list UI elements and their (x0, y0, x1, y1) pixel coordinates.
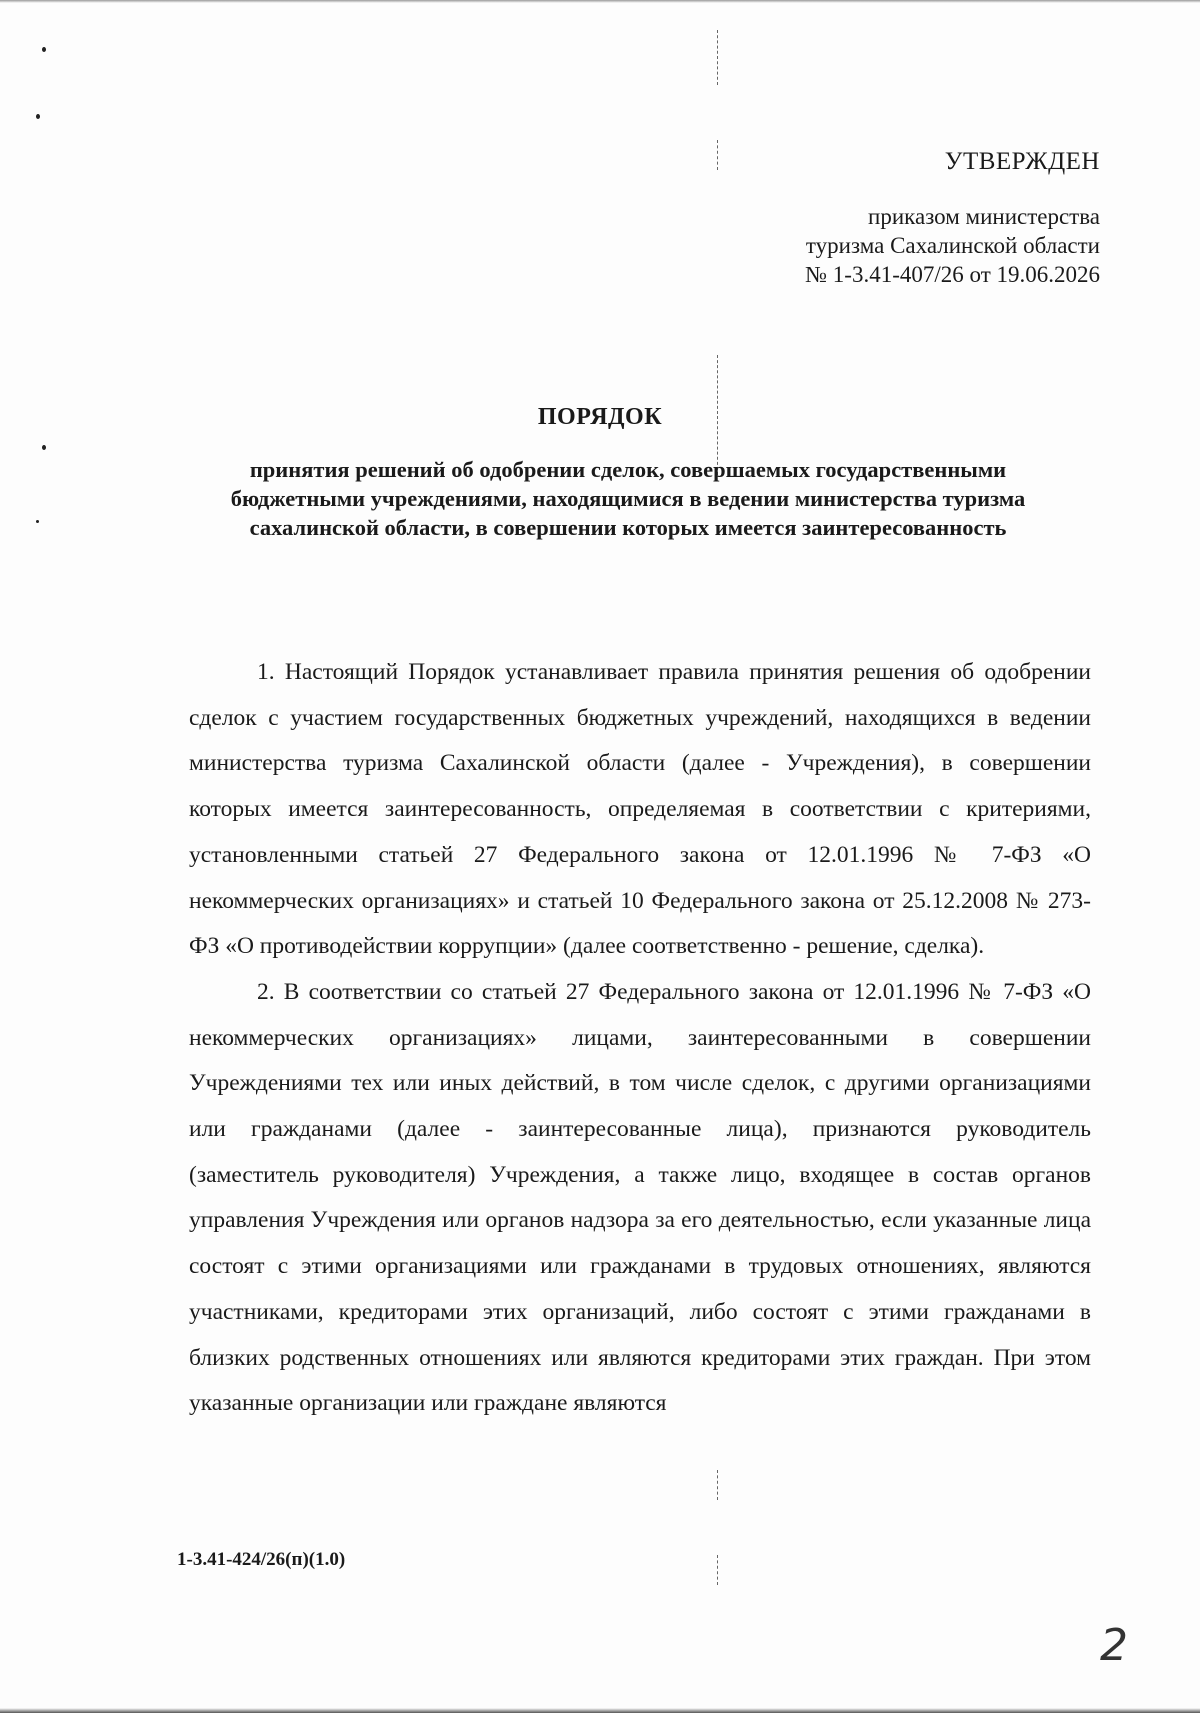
approval-block (805, 148, 1100, 289)
document-subtitle: принятия решений об одобрении сделок, совершаемых государственными бюджетными учреждениями, находящимися в ведении министерства туризма сахалинской области, в совершении которых имеется заинтересованность (230, 457, 1026, 540)
scan-speck (36, 114, 40, 119)
scan-speck (42, 445, 46, 450)
fold-line (717, 1555, 718, 1585)
scan-speck (36, 520, 39, 523)
paragraph-2: 2. В соответствии со статьей 27 Федерального закона от 12.01.1996 № 7-ФЗ «О некоммерческих организациях» лицами, заинтересованными в совершении Учреждениями тех или иных действий, в том числе сделок, с другими организациями или гражданами (далее - заинтересованные лица), признаются руководитель (заместитель руководителя) Учреждения, а также лицо, входящее в состав органов управления Учреждения или органов надзора за его деятельностью, если указанные лица состоят с этими организациями или гражданами в трудовых отношениях, являются участниками, кредиторами этих организаций, либо состоят с этими гражданами в близких родственных отношениях или являются кредиторами этих граждан. При этом указанные организации или граждане являются (189, 978, 1091, 1417)
scan-edge-top (0, 0, 1200, 3)
approval-ministry-line: туризма Сахалинской области (805, 233, 1100, 258)
approval-number-line: № 1-3.41-407/26 от 19.06.2026 (805, 262, 1100, 287)
fold-line (717, 1470, 718, 1500)
fold-line (717, 140, 718, 170)
document-code: 1-3.41-424/26(п)(1.0) (177, 1549, 346, 1570)
document-title: ПОРЯДОК (537, 404, 663, 430)
approval-order-line: приказом министерства (868, 204, 1100, 229)
paragraph-1: 1. Настоящий Порядок устанавливает правила принятия решения об одобрении сделок с участием государственных бюджетных учреждений, находящихся в ведении министерства туризма Сахалинской области (далее - Учреждения), в совершении которых имеется заинтересованность, определяемая в соответствии с критериями, установленными статьей 27 Федерального закона от 12.01.1996 № 7-ФЗ «О некоммерческих организациях» и статьей 10 Федерального закона от 25.12.2008 № 273-ФЗ «О противодействии коррупции» (далее соответственно - решение, сделка). (189, 659, 1091, 960)
fold-line (717, 30, 718, 85)
scan-edge-bottom (0, 1708, 1200, 1713)
document-body (189, 650, 1091, 1427)
approval-title: УТВЕРЖДЕН (944, 148, 1100, 175)
page-number: 2 (1100, 1620, 1128, 1671)
scan-speck (42, 47, 46, 52)
